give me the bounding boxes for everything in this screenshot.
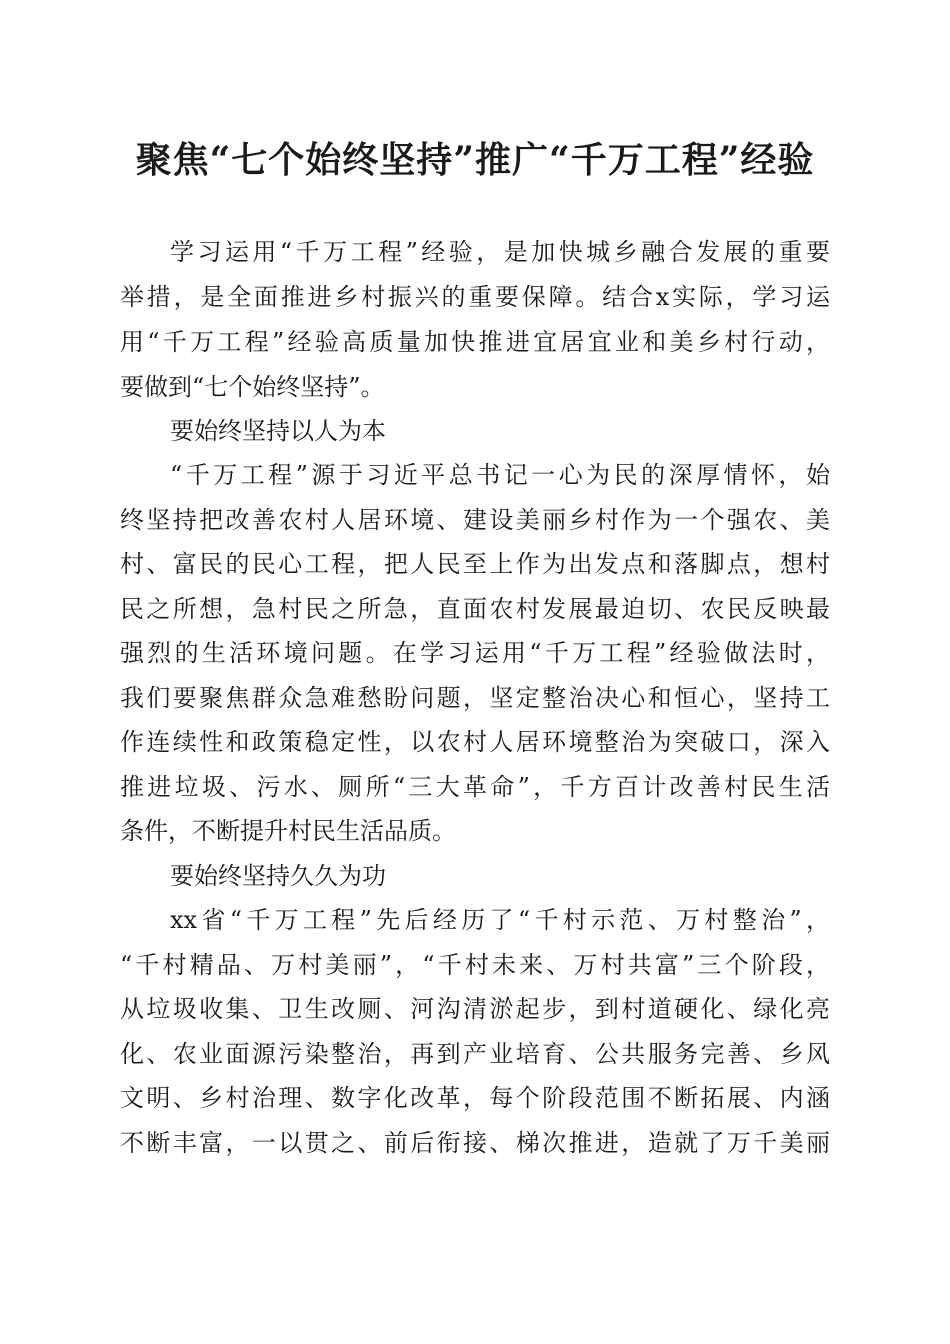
paragraph-line: 要做到“七个始终坚持”。 bbox=[120, 373, 385, 401]
paragraph-line: xx省“千万工程”先后经历了“千村示范、万村整治”， bbox=[170, 906, 830, 934]
paragraph-line: 条件，不断提升村民生活品质。 bbox=[120, 817, 456, 845]
paragraph-line: 从垃圾收集、卫生改厕、河沟清淤起步，到村道硬化、绿化亮 bbox=[120, 995, 830, 1023]
paragraph-line: 民之所想，急村民之所急，直面农村发展最迫切、农民反映最 bbox=[120, 595, 830, 623]
paragraph-line: 作连续性和政策稳定性，以农村人居环境整治为突破口，深入 bbox=[120, 728, 830, 756]
paragraph-line: 学习运用“千万工程”经验，是加快城乡融合发展的重要 bbox=[170, 238, 830, 266]
section-heading: 要始终坚持久久为功 bbox=[170, 862, 386, 890]
paragraph-line: 用“千万工程”经验高质量加快推进宜居宜业和美乡村行动， bbox=[120, 328, 830, 356]
paragraph-line: 我们要聚焦群众急难愁盼问题，坚定整治决心和恒心，坚持工 bbox=[120, 684, 830, 712]
document-title: 聚焦“七个始终坚持”推广“千万工程”经验 bbox=[135, 139, 815, 181]
paragraph-line: 终坚持把改善农村人居环境、建设美丽乡村作为一个强农、美 bbox=[120, 506, 830, 534]
paragraph-line: 化、农业面源污染整治，再到产业培育、公共服务完善、乡风 bbox=[120, 1040, 830, 1068]
paragraph-line: 强烈的生活环境问题。在学习运用“千万工程”经验做法时， bbox=[120, 639, 830, 667]
section-heading: 要始终坚持以人为本 bbox=[170, 417, 386, 445]
paragraph-line: 村、富民的民心工程，把人民至上作为出发点和落脚点，想村 bbox=[120, 550, 830, 578]
paragraph-line: 不断丰富，一以贯之、前后衔接、梯次推进，造就了万千美丽 bbox=[120, 1129, 830, 1157]
paragraph-line: “千村精品、万村美丽”，“千村未来、万村共富”三个阶段， bbox=[120, 951, 830, 979]
paragraph-line: 文明、乡村治理、数字化改革，每个阶段范围不断拓展、内涵 bbox=[120, 1084, 830, 1112]
paragraph-line: 举措，是全面推进乡村振兴的重要保障。结合x实际，学习运 bbox=[120, 283, 830, 311]
paragraph-line: 推进垃圾、污水、厕所“三大革命”，千方百计改善村民生活 bbox=[120, 773, 830, 801]
paragraph-line: “千万工程”源于习近平总书记一心为民的深厚情怀，始 bbox=[170, 461, 830, 489]
